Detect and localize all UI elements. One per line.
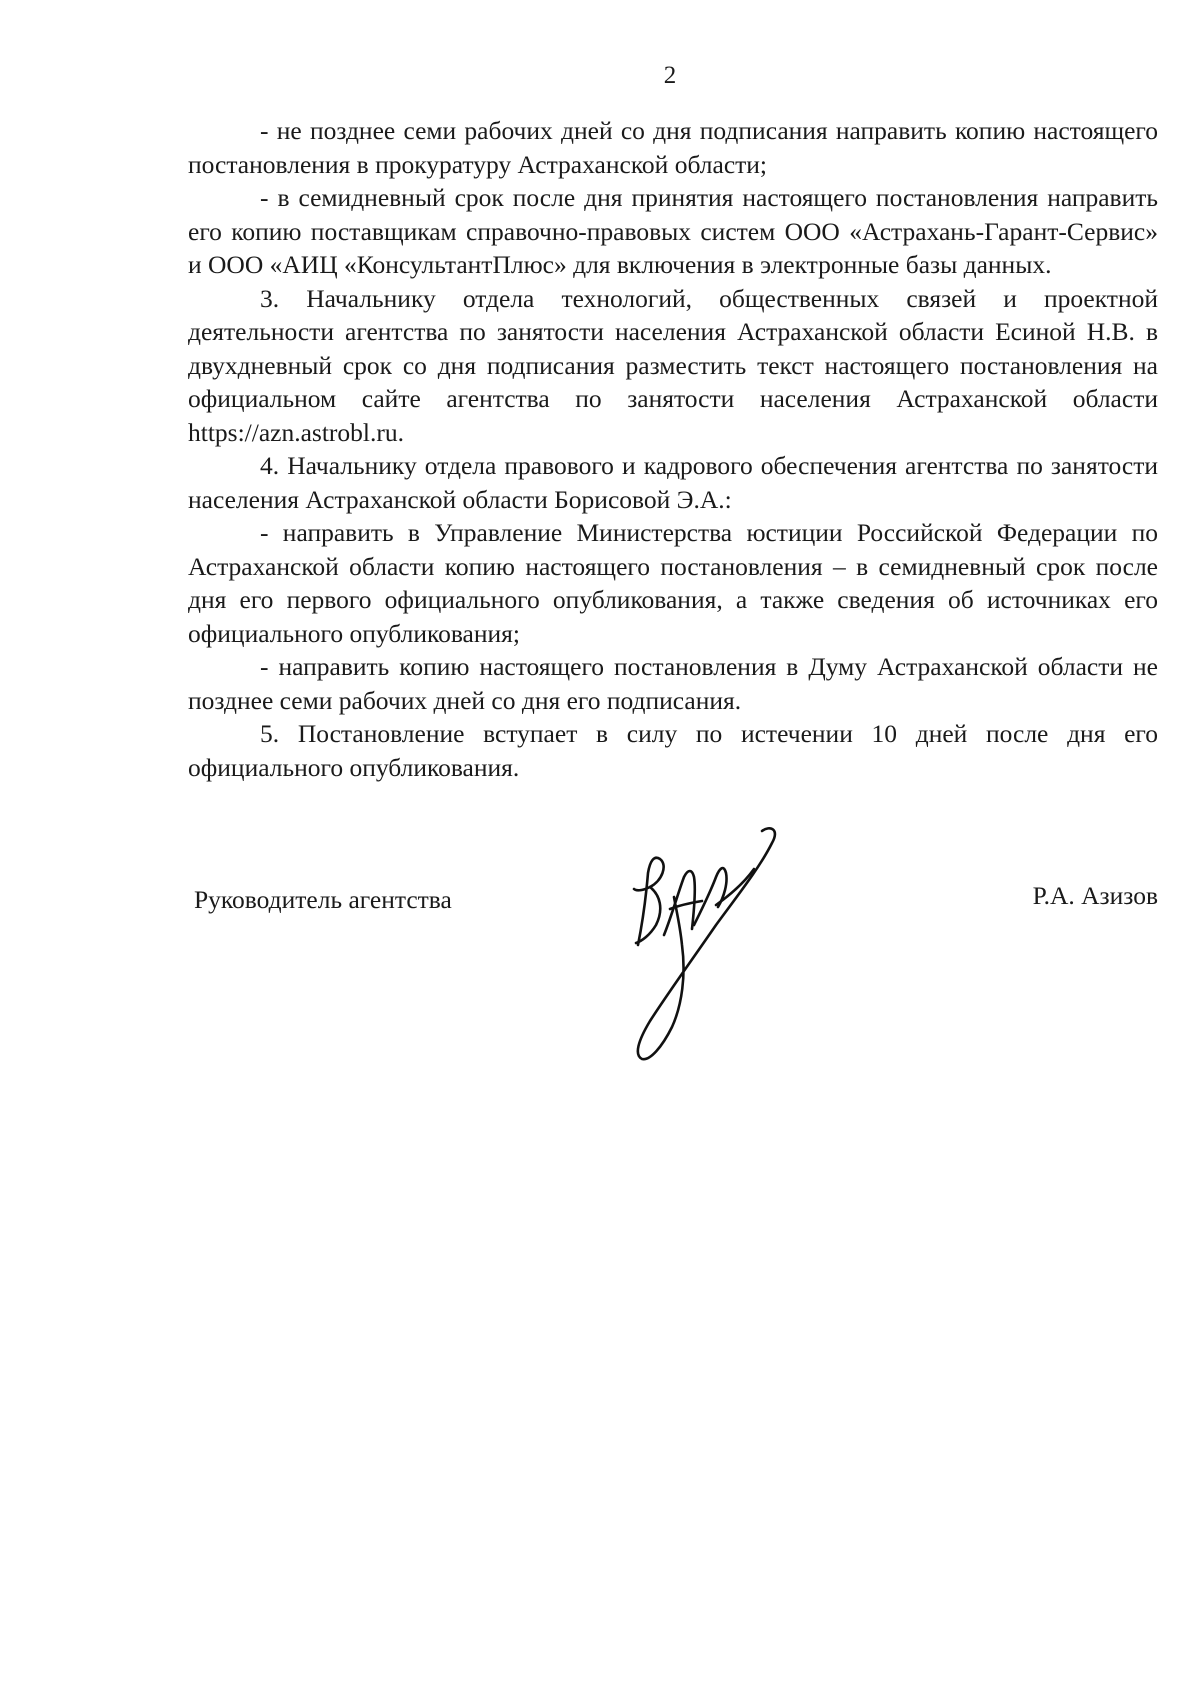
paragraph-ministry-copy: - направить в Управление Министерства юстиции Российской Федерации по Астраханской области копию настоящего постановления – в семидневный срок после дня его первого официального опубликования, а также сведения об источниках его официального опубликования; [188,518,1158,648]
signer-name: Р.А. Азизов [1032,881,1158,910]
paragraph-item-4: 4. Начальнику отдела правового и кадрового обеспечения агентства по занятости населения Астраханской области Борисовой Э.А.: [188,451,1158,514]
paragraph-prosecutor-copy: - не позднее семи рабочих дней со дня подписания направить копию настоящего постановления в прокуратуру Астраханской области; [188,116,1158,179]
page-number: 2 [663,62,677,89]
signer-title: Руководитель агентства [194,885,452,914]
paragraph-duma-copy: - направить копию настоящего постановления в Думу Астраханской области не позднее семи рабочих дней со дня его подписания. [188,652,1158,715]
paragraph-legal-systems-copy: - в семидневный срок после дня принятия настоящего постановления направить его копию поставщикам справочно-правовых систем ООО «Астрахань-Гарант-Сервис» и ООО «АИЦ «КонсультантПлюс» для включения в электронные базы данных. [188,183,1158,279]
document-body [188,114,1158,784]
paragraph-item-3: 3. Начальнику отдела технологий, общественных связей и проектной деятельности агентства по занятости населения Астраханской области Есиной Н.В. в двухдневный срок со дня подписания разместить текст настоящего постановления на официальном сайте агентства по занятости населения Астраханской области https://azn.astrobl.ru. [188,283,1158,447]
handwritten-signature [620,825,830,1065]
paragraph-item-5: 5. Постановление вступает в силу по истечении 10 дней после дня его официального опубликования. [188,719,1158,782]
